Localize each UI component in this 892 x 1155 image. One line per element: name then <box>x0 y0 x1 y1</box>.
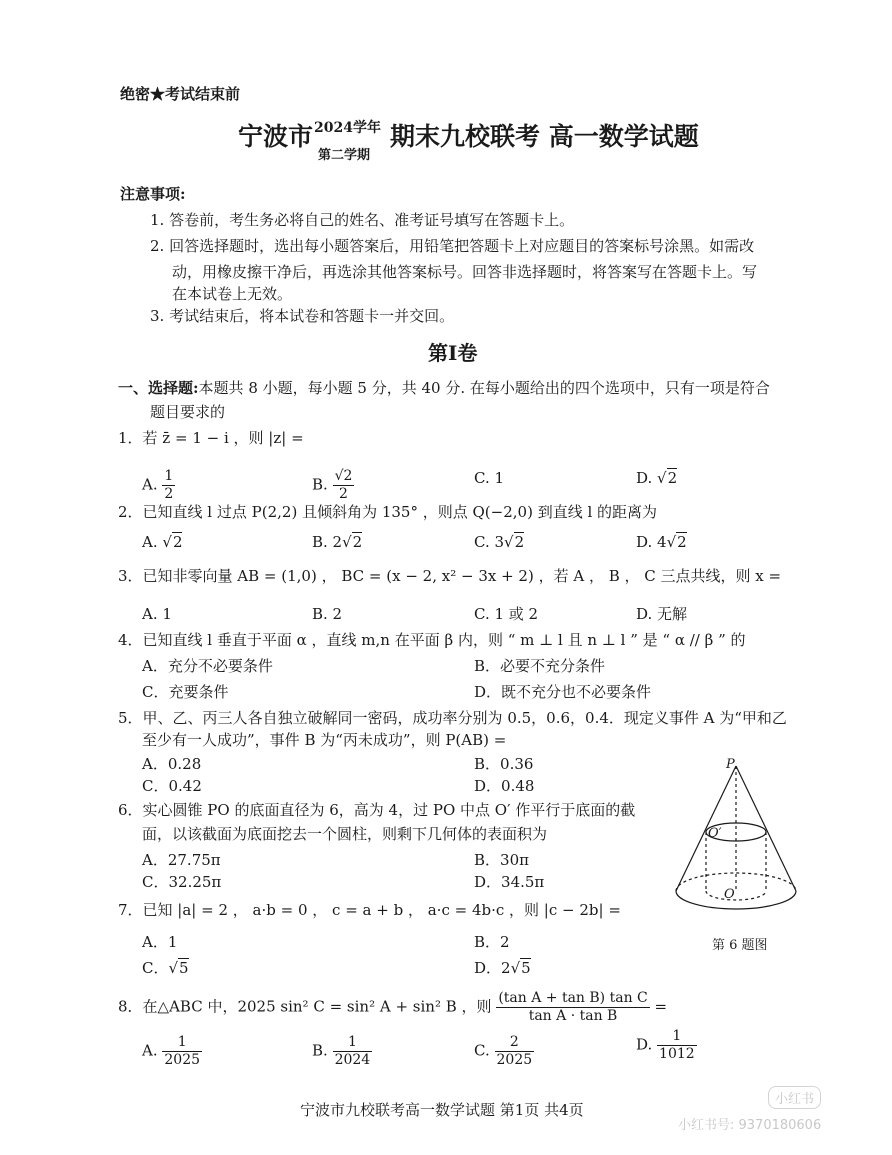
label-apex: P <box>726 758 735 772</box>
q4-option-d: D．既不充分也不必要条件 <box>474 683 652 701</box>
cone-right-edge <box>736 766 796 891</box>
q8-stem: 8．在△ABC 中，2025 sin² C = sin² A + sin² B ，则 $\frac{\text{(tan A + tan B) tan C}}{\text{tan A · tan B}}$ = <box>118 990 668 1024</box>
notice-item-1: 1. 答卷前，考生务必将自己的姓名、准考证号填写在答题卡上。 <box>150 211 575 229</box>
q6-stem-line2: 面，以该截面为底面挖去一个圆柱，则剩下几何体的表面积为 <box>142 825 548 843</box>
section-desc: 本题共 8 小题，每小题 5 分，共 40 分. 在每小题给出的四个选项中，只有一项是符合 <box>198 379 770 397</box>
q7-option-c: C．√5 <box>142 959 189 977</box>
q2-option-c: C. 3√2 <box>474 533 525 551</box>
secret-label: 绝密★考试结束前 <box>120 85 241 103</box>
q7-stem: 7．已知 |a| = 2 ， a·b = 0 ， c = a + b ， a·c = 4b·c ，则 |c − 2b| = <box>118 901 621 919</box>
notice-item-3: 3. 考试结束后，将本试卷和答题卡一并交回。 <box>150 307 455 325</box>
page-footer: 宁波市九校联考高一数学试题 第1页 共4页 <box>300 1101 584 1119</box>
q4-option-b: B．必要不充分条件 <box>474 657 606 675</box>
cylinder-base <box>706 891 766 900</box>
q1-option-b: B. $\frac{√2}{2}$ <box>312 468 353 502</box>
q3-option-b: B. 2 <box>312 605 343 623</box>
q5-stem-line2: 至少有一人成功”，事件 B 为“丙未成功”，则 P(AB) = <box>142 731 507 749</box>
q1-a-fraction: $\frac{1}{2}$ <box>164 468 174 502</box>
label-base: O <box>724 887 735 902</box>
q8-option-b: B. $\frac{1}{2024}$ <box>312 1034 371 1068</box>
title-year: 2024学年 <box>314 120 381 136</box>
figure-caption: 第 6 题图 <box>712 938 768 953</box>
notice-title: 注意事项: <box>120 185 186 203</box>
q3-option-d: D. 无解 <box>636 605 688 623</box>
q3-stem: 3．已知非零向量 AB = (1,0) ， BC = (x − 2, x² − 3x + 2) ，若 A ， B ， C 三点共线，则 x = <box>118 567 782 585</box>
q1-option-c: C. 1 <box>474 469 505 487</box>
q8-fraction: $\frac{\text{(tan A + tan B) tan C}}{\text{tan A · tan B}}$ <box>498 990 648 1024</box>
q6-option-c: C．32.25π <box>142 873 222 891</box>
q6-option-d: D．34.5π <box>474 873 545 891</box>
q1-stem: 1．若 z̄ = 1 − i ，则 |z| = <box>118 429 304 447</box>
section-desc-2: 题目要求的 <box>150 403 226 421</box>
q4-stem: 4．已知直线 l 垂直于平面 α ，直线 m,n 在平面 β 内，则 “ m ⊥ l 且 n ⊥ l ” 是 “ α // β ” 的 <box>118 631 746 649</box>
notice-item-2-end: 在本试卷上无效。 <box>172 285 293 303</box>
label-mid: O′ <box>708 826 722 841</box>
watermark-id: 小红书号: 9370180606 <box>678 1118 822 1133</box>
q8-option-c: C. $\frac{2}{2025}$ <box>474 1034 533 1068</box>
cone-left-edge <box>676 766 736 891</box>
notice-item-2: 2. 回答选择题时，选出每小题答案后，用铅笔把答题卡上对应题目的答案标号涂黑。如需改 <box>150 237 755 255</box>
q1-b-fraction: $\frac{√2}{2}$ <box>334 468 353 502</box>
q5-stem-line1: 5．甲、乙、丙三人各自独立破解同一密码，成功率分别为 0.5，0.6，0.4．现定义事件 A 为“甲和乙 <box>118 709 787 727</box>
volume-heading: 第Ⅰ卷 <box>428 341 478 365</box>
q6-option-b: B．30π <box>474 851 529 869</box>
title-city: 宁波市 <box>238 122 314 151</box>
section-label: 一、选择题: <box>118 379 199 397</box>
q5-option-b: B．0.36 <box>474 755 534 773</box>
q8-option-d: D. $\frac{1}{1012}$ <box>636 1028 695 1062</box>
q2-option-b: B. 2√2 <box>312 533 363 551</box>
q8-option-a: A. $\frac{1}{2025}$ <box>142 1034 201 1068</box>
q3-option-a: A. 1 <box>142 605 172 623</box>
q5-option-a: A．0.28 <box>142 755 202 773</box>
watermark-badge: 小红书 <box>768 1086 821 1109</box>
cone-figure <box>668 758 808 928</box>
q6-option-a: A．27.75π <box>142 851 221 869</box>
q3-option-c: C. 1 或 2 <box>474 605 539 623</box>
q2-option-a: A. √2 <box>142 533 183 551</box>
q7-option-d: D．2√5 <box>474 959 531 977</box>
q1-option-d: D. √2 <box>636 469 678 487</box>
q2-stem: 2．已知直线 l 过点 P(2,2) 且倾斜角为 135° ，则点 Q(−2,0) 到直线 l 的距离为 <box>118 503 658 521</box>
q7-option-a: A．1 <box>142 933 178 951</box>
notice-item-2-cont: 动，用橡皮擦干净后，再选涂其他答案标号。回答非选择题时，将答案写在答题卡上。写 <box>172 263 758 281</box>
q1-option-a: A. $\frac{1}{2}$ <box>142 468 174 502</box>
section-intro <box>118 378 770 398</box>
q6-stem-line1: 6．实心圆锥 PO 的底面直径为 6，高为 4，过 PO 中点 O′ 作平行于底面的截 <box>118 801 636 819</box>
q5-option-d: D．0.48 <box>474 777 535 795</box>
title-main: 期末九校联考 高一数学试题 <box>390 122 699 151</box>
q7-option-b: B．2 <box>474 933 510 951</box>
q5-option-c: C．0.42 <box>142 777 202 795</box>
title-semester: 第二学期 <box>318 148 371 163</box>
q2-option-d: D. 4√2 <box>636 533 687 551</box>
q4-option-a: A．充分不必要条件 <box>142 657 273 675</box>
q4-option-c: C．充要条件 <box>142 683 229 701</box>
